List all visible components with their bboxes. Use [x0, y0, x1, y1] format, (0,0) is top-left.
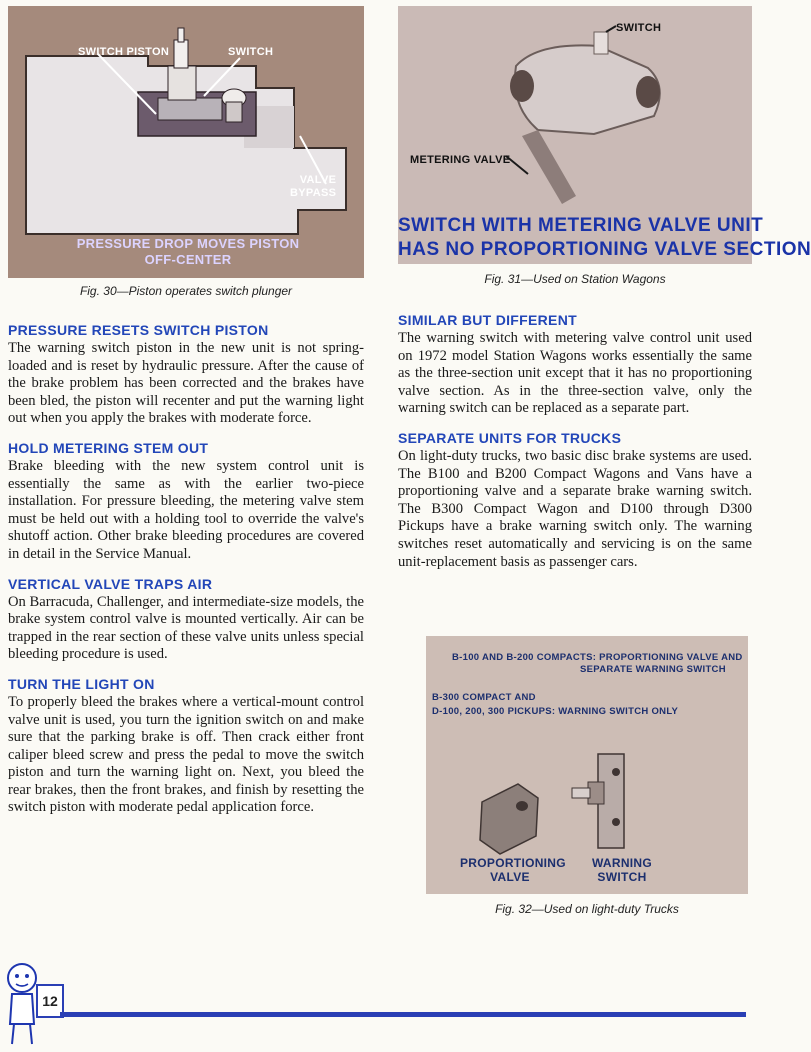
fig32-line1: B-100 AND B-200 COMPACTS: PROPORTIONING VALVE AND — [452, 652, 743, 663]
page-number: 12 — [36, 984, 64, 1018]
section-body: On Barracuda, Challenger, and intermediate-size models, the brake system control valve is mounted vertically. Air can be trapped in the rear section of these valve units unless special bleeding procedure is used. — [8, 593, 364, 663]
section-heading: PRESSURE RESETS SWITCH PISTON — [8, 322, 269, 338]
section-body: On light-duty trucks, two basic disc brake systems are used. The B100 and B200 Compact Wagons and Vans have a proportioning valve and a separate brake warning switch. The B300 Compact Wagon and D100 through D300 Pickups have a brake warning switch only. The warning switches reset automatically and servicing is on the same unit-replacement basis as passenger cars. — [398, 447, 752, 570]
figure-30-diagram — [8, 6, 364, 278]
figure-31-caption: Fig. 31—Used on Station Wagons — [484, 272, 666, 286]
footer-rule — [60, 1012, 746, 1017]
figure-30-caption: Fig. 30—Piston operates switch plunger — [79, 284, 293, 298]
label-pressure-drop: PRESSURE DROP MOVES PISTON OFF-CENTER — [76, 236, 300, 267]
section-heading: SIMILAR BUT DIFFERENT — [398, 312, 577, 328]
section-heading: HOLD METERING STEM OUT — [8, 439, 209, 456]
section-heading: SEPARATE UNITS FOR TRUCKS — [398, 429, 622, 446]
label-warning-switch: WARNING SWITCH — [591, 856, 653, 884]
figure-31-photo — [398, 6, 811, 264]
label-switch-top: SWITCH — [616, 22, 662, 34]
section-body: Brake bleeding with the new system control unit is essentially the same as with the earlier two-piece installation. For pressure bleeding, the metering valve stem must be held out with a holding tool to override the valve's shutoff action. Other brake bleeding procedures are covered in detail in the Service Manual. — [8, 457, 364, 562]
section-similar-but-different — [398, 312, 752, 418]
label-proportioning-valve: PROPORTIONING VALVE — [460, 856, 566, 884]
section-pressure-resets — [8, 322, 364, 428]
section-body: To properly bleed the brakes where a vertical-mount control valve unit is used, you turn the ignition switch on and make sure that the parking brake is off. Then crack either front caliper bleed screw and press the pedal to move the switch piston and turn the warning light on. Next, you bleed the rear brakes, then the front brakes, and finish by resetting the switch piston with moderate pedal application force. — [8, 693, 364, 816]
section-heading: TURN THE LIGHT ON — [8, 675, 155, 692]
right-column — [398, 312, 752, 583]
label-switch: SWITCH — [228, 46, 274, 58]
label-switch-piston: SWITCH PISTON — [78, 46, 170, 58]
fig32-line3: B-300 COMPACT AND — [432, 692, 536, 703]
section-body: The warning switch with metering valve control unit used on 1972 model Station Wagons works essentially the same as the three-section unit except that it has no proportioning valve section. As in the three-section valve, only the warning switch can be replaced as a separate part. — [398, 330, 752, 417]
section-turn-light-on — [8, 676, 364, 817]
figure-31-heading: SWITCH WITH METERING VALVE UNIT HAS NO PROPORTIONING VALVE SECTION — [398, 215, 811, 260]
section-heading: VERTICAL VALVE TRAPS AIR — [8, 575, 213, 592]
left-column — [8, 322, 364, 829]
figure-32-photo — [426, 636, 748, 894]
section-hold-metering — [8, 440, 364, 564]
fig32-line4: D-100, 200, 300 PICKUPS: WARNING SWITCH ONLY — [432, 706, 679, 717]
figure-32-caption: Fig. 32—Used on light-duty Trucks — [495, 902, 679, 916]
label-metering-valve: METERING VALVE — [410, 154, 511, 166]
label-valve-bypass: VALVE BYPASS — [290, 174, 337, 199]
section-vertical-valve — [8, 576, 364, 664]
section-body: The warning switch piston in the new unit is not spring-loaded and is reset by hydraulic pressure. After the cause of the brake problem has been corrected and the brakes have been bled, the piston will recenter and put the warning light out when you apply the brakes with moderate force. — [8, 340, 364, 427]
section-separate-units — [398, 430, 752, 571]
fig32-line2: SEPARATE WARNING SWITCH — [580, 664, 726, 675]
